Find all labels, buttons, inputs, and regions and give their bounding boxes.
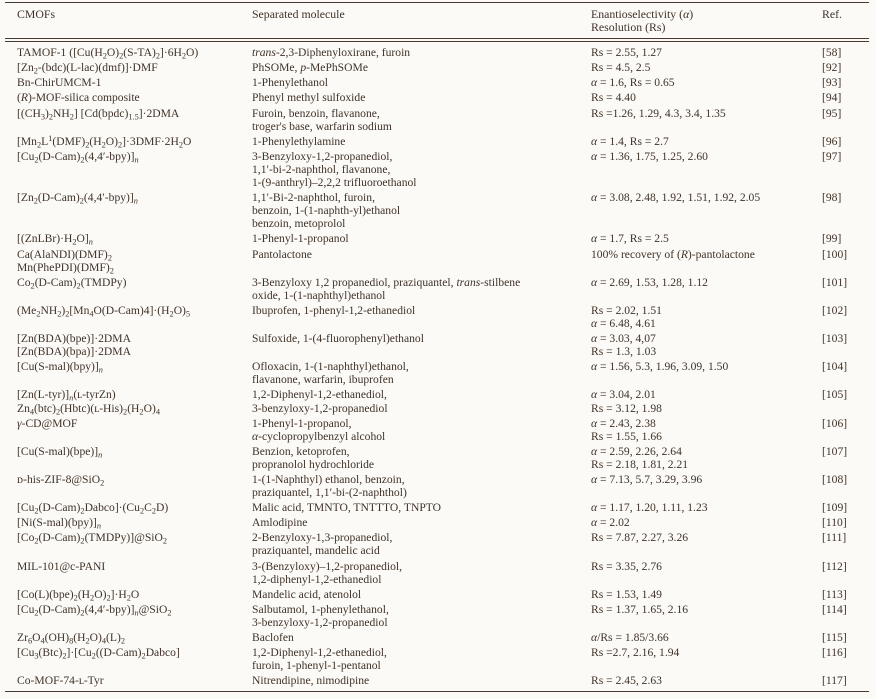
- value-cell: [591, 90, 822, 105]
- ref-cell: [94]: [822, 91, 842, 105]
- molecule-cell: [252, 673, 591, 692]
- value-cell: [591, 444, 822, 472]
- ref-cell: [114]: [822, 602, 847, 616]
- value-cell-line: Rs = 1.55, 1.66: [591, 429, 662, 443]
- molecule-cell-line: Malic acid, TMNTO, TNTTTO, TNPTO: [252, 501, 442, 515]
- value-cell: [591, 190, 822, 231]
- molecule-cell: [252, 416, 591, 444]
- molecule-cell: [252, 247, 591, 275]
- molecule-cell: [252, 331, 591, 359]
- ref-cell: [111]: [822, 531, 847, 545]
- value-cell-line: α = 1.4, Rs = 2.7: [591, 134, 669, 148]
- table-row: [5, 75, 869, 90]
- cmof-cell-line: ᴅ-his-ZIF-8@SiO$_2$: [17, 473, 105, 488]
- ref-cell: [100]: [822, 247, 848, 261]
- value-cell: [591, 303, 822, 331]
- molecule-cell-line: 1,1′-bi-2-naphthol, flavanone,: [252, 162, 391, 176]
- molecule-cell-line: Furoin, benzoin, flavanone,: [252, 106, 380, 120]
- header-enantioselectivity-line1: Enantioselectivity (α): [591, 7, 694, 21]
- cmof-cell-line: $Zr_6O_4(OH)_8(H_2O)_4(L)_2$: [17, 631, 126, 646]
- table-row: [5, 106, 869, 134]
- molecule-cell: [252, 587, 591, 602]
- value-cell-line: Rs = 1.3, 1.03: [591, 345, 657, 359]
- cmof-cell: [5, 602, 252, 630]
- molecule-cell-line: 1-Phenylethanol: [252, 76, 328, 90]
- value-cell: [591, 331, 822, 359]
- value-cell: [591, 387, 822, 415]
- ref-cell: [92]: [822, 61, 842, 75]
- molecule-cell: [252, 444, 591, 472]
- molecule-cell: [252, 500, 591, 515]
- cmof-cell: [5, 134, 252, 149]
- molecule-cell-line: 3-Benzyloxy 1,2 propanediol, praziquantel, trans-stilbene: [252, 275, 521, 289]
- molecule-cell-line: Pantolactone: [252, 247, 312, 261]
- value-cell: [591, 645, 822, 673]
- value-cell-line: Rs =2.7, 2.16, 1.94: [591, 646, 680, 660]
- table-row: [5, 587, 869, 602]
- ref-cell: [109]: [822, 501, 848, 515]
- value-cell-line: α = 3.04, 2.01: [591, 388, 656, 402]
- value-cell-line: α = 1.17, 1.20, 1.11, 1.23: [591, 501, 708, 515]
- table-body: [5, 40, 869, 692]
- cmof-cell-line: $[(CH_3)_2NH_2]$ $[Cd(bpdc)_{1.5}]\cdot 2DMA$: [17, 106, 180, 122]
- molecule-cell-line: 3-Benzyloxy-1,2-propanediol,: [252, 149, 393, 163]
- molecule-cell: [252, 530, 591, 558]
- ref-cell: [110]: [822, 516, 847, 530]
- table-row: [5, 630, 869, 645]
- molecule-cell: [252, 190, 591, 231]
- table-row: [5, 149, 869, 190]
- table-row: [5, 673, 869, 692]
- molecule-cell: [252, 106, 591, 134]
- value-cell: [591, 602, 822, 630]
- value-cell: [591, 149, 822, 190]
- value-cell: [591, 530, 822, 558]
- value-cell: [591, 515, 822, 530]
- table-row: [5, 500, 869, 515]
- header-enantioselectivity: [591, 3, 822, 41]
- molecule-cell-line: Ibuprofen, 1-phenyl-1,2-ethanediol: [252, 303, 416, 317]
- cmof-cell-line: $(Me_2NH_2)_2[Mn_4O(D-Cam)4]\cdot(H_2O)_5$: [17, 303, 191, 319]
- table-row: [5, 559, 869, 587]
- value-cell-line: Rs = 3.35, 2.76: [591, 559, 662, 573]
- table-row: [5, 387, 869, 415]
- value-cell: [591, 559, 822, 587]
- molecule-cell-line: Amlodipine: [252, 516, 308, 530]
- cmof-cell-line: MIL-101@c-PANI: [17, 559, 106, 573]
- ref-cell: [58]: [822, 46, 842, 60]
- value-cell-line: α = 7.13, 5.7, 3.29, 3.96: [591, 473, 703, 486]
- cmof-cell-line: $[Cu_2(D-Cam)_2Dabco]\cdot(Cu_2C_2D)$: [17, 501, 169, 516]
- value-cell-line: α = 6.48, 4.61: [591, 316, 656, 330]
- molecule-cell: [252, 602, 591, 630]
- ref-cell: [93]: [822, 76, 842, 90]
- value-cell: [591, 472, 822, 500]
- value-cell-line: 100% recovery of (R)-pantolactone: [591, 247, 755, 261]
- table-row: [5, 515, 869, 530]
- ref-cell: [102]: [822, 303, 848, 317]
- molecule-cell-line: oxide, 1-(1-naphthyl)ethanol: [252, 288, 386, 302]
- value-cell: [591, 247, 822, 275]
- molecule-cell-line: propranolol hydrochloride: [252, 457, 375, 471]
- value-cell-line: α = 1.36, 1.75, 1.25, 2.60: [591, 149, 708, 163]
- ref-cell: [97]: [822, 149, 842, 163]
- cmof-cell-line: $[Cu_2(D-Cam)_2(4,4'-bpy)]_n@SiO_2$: [17, 602, 172, 618]
- cmof-cell: [5, 231, 252, 246]
- value-cell-line: Rs = 1.37, 1.65, 2.16: [591, 602, 689, 616]
- molecule-cell-line: 1,1′-Bi-2-naphthol, furoin,: [252, 191, 375, 205]
- ref-cell: [101]: [822, 275, 848, 289]
- ref-cell: [103]: [822, 332, 848, 346]
- value-cell: [591, 60, 822, 75]
- ref-cell: [113]: [822, 587, 847, 601]
- ref-cell: [99]: [822, 232, 842, 246]
- molecule-cell-line: Baclofen: [252, 631, 294, 645]
- cmof-cell-line: $Co_2(D-Cam)_2(TMDPy)$: [17, 275, 127, 291]
- value-cell-line: Rs = 1.53, 1.49: [591, 587, 662, 601]
- table-row: [5, 247, 869, 275]
- molecule-cell: [252, 75, 591, 90]
- value-cell: [591, 75, 822, 90]
- ref-cell: [96]: [822, 134, 842, 148]
- cmof-cell: [5, 247, 252, 275]
- molecule-cell: [252, 645, 591, 673]
- cmof-cell: [5, 472, 252, 500]
- cmof-cell-line: $[Co_2(D-Cam)_2(TMDPy)]@SiO_2$: [17, 531, 168, 546]
- cmof-cell-line: γ-CD@MOF: [17, 416, 78, 430]
- cmof-cell: [5, 587, 252, 602]
- value-cell: [591, 630, 822, 645]
- value-cell: [591, 673, 822, 692]
- header-cmofs: CMOFs: [5, 3, 252, 41]
- cmof-cell-line: $[(ZnLBr)\cdot H_2O]_n$: [17, 232, 93, 247]
- molecule-cell-line: 1,2-diphenyl-1,2-ethanediol: [252, 572, 382, 586]
- value-cell-line: Rs =1.26, 1.29, 4.3, 3.4, 1.35: [591, 106, 726, 120]
- cmof-cell-line: $[Zn_2-(bdc)(L-lac)(dmf)]\cdot DMF$: [17, 61, 158, 76]
- molecule-cell-line: praziquantel, mandelic acid: [252, 544, 380, 558]
- ref-cell: [98]: [822, 191, 842, 205]
- value-cell-line: Rs = 2.02, 1.51: [591, 303, 662, 317]
- cmof-cell: [5, 331, 252, 359]
- molecule-cell-line: 1,2-Diphenyl-1,2-ethanediol,: [252, 388, 387, 402]
- table-header-row: [5, 3, 869, 41]
- molecule-cell-line: Ofloxacin, 1-(1-naphthyl)ethanol,: [252, 360, 409, 374]
- molecule-cell-line: 2-Benzyloxy-1,3-propanediol,: [252, 531, 393, 545]
- cmof-cell: [5, 645, 252, 673]
- cmof-cell: [5, 630, 252, 645]
- table-row: [5, 190, 869, 231]
- molecule-cell-line: 3-benzyloxy-1,2-propanediol: [252, 401, 388, 415]
- molecule-cell-line: Salbutamol, 1-phenylethanol,: [252, 602, 389, 616]
- ref-cell: [112]: [822, 559, 847, 573]
- cmof-cell-line: TAMOF-1 $([Cu(H_2O)_2(S-TA)_2]\cdot 6H_2O)$: [17, 46, 199, 61]
- ref-cell: [108]: [822, 473, 848, 486]
- cmof-cell-line: $[Cu(S-mal)(bpe)]_n$: [17, 444, 103, 460]
- cmof-cell-line: $Zn_4(btc)_2(Hbtc)(ʟ-His)_2(H_2O)_4$: [17, 401, 160, 417]
- cmof-cell: [5, 75, 252, 90]
- cmof-cell-line: $[Ni(S-mal)(bpy)]_n$: [17, 516, 101, 531]
- molecule-cell-line: 1-Phenyl-1-propanol: [252, 232, 349, 246]
- table-row: [5, 359, 869, 387]
- molecule-cell-line: 1,2-Diphenyl-1,2-ethanediol,: [252, 646, 387, 660]
- molecule-cell-line: Sulfoxide, 1-(4-fluorophenyl)ethanol: [252, 332, 424, 346]
- cmof-cell: [5, 673, 252, 692]
- value-cell-line: Rs = 4.40: [591, 91, 636, 105]
- molecule-cell-line: 3-(Benzyloxy)–1,2-propanediol,: [252, 559, 403, 573]
- cmof-cell: [5, 359, 252, 387]
- ref-cell: [116]: [822, 646, 847, 660]
- cmof-cell: [5, 275, 252, 303]
- ref-cell: [106]: [822, 416, 848, 430]
- molecule-cell: [252, 90, 591, 105]
- cmof-cell: [5, 40, 252, 60]
- cmof-cell-line: Bn-ChirUMCM-1: [17, 76, 102, 90]
- value-cell-line: Rs = 4.5, 2.5: [591, 61, 651, 75]
- table-row: [5, 645, 869, 673]
- cmof-cell-line: $[Mn_2L^1(DMF)_2(H_2O)_2]\cdot 3DMF\cdot 2H_2O$: [17, 133, 192, 150]
- value-cell-line: Rs = 2.55, 1.27: [591, 46, 662, 60]
- molecule-cell-line: troger's base, warfarin sodium: [252, 119, 392, 133]
- value-cell-line: α = 2.02: [591, 516, 630, 530]
- molecule-cell: [252, 149, 591, 190]
- molecule-cell-line: Mandelic acid, atenolol: [252, 587, 362, 601]
- value-cell-line: α/Rs = 1.85/3.66: [591, 631, 669, 645]
- cmof-cell: [5, 559, 252, 587]
- cmof-cell-line: [Zn(BDA)(bpe)]·2DMA: [17, 332, 131, 346]
- cmof-cell-line: $Ca(AlaNDI)(DMF)_2$: [17, 247, 112, 262]
- molecule-cell: [252, 559, 591, 587]
- value-cell-line: α = 1.6, Rs = 0.65: [591, 76, 675, 90]
- molecule-cell-line: 1-Phenyl-1-propanol,: [252, 416, 352, 430]
- header-separated-molecule: Separated molecule: [252, 3, 591, 41]
- molecule-cell: [252, 359, 591, 387]
- cmof-cell-line: (R)-MOF-silica composite: [17, 91, 140, 105]
- value-cell-line: Rs = 2.45, 2.63: [591, 674, 662, 688]
- cmof-cell-line: $[Zn(L-tyr)]_n(ʟ-tyrZn)$: [17, 388, 116, 403]
- molecule-cell: [252, 515, 591, 530]
- cmof-cell-line: $[Cu(S-mal)(bpy)]_n$: [17, 360, 103, 375]
- cmof-cell: [5, 106, 252, 134]
- table-row: [5, 303, 869, 331]
- molecule-cell-line: praziquantel, 1,1′-bi-(2-naphthol): [252, 486, 407, 500]
- molecule-cell-line: Nitrendipine, nimodipine: [252, 674, 370, 688]
- ref-cell: [117]: [822, 673, 869, 692]
- header-enantioselectivity-line2: Resolution (Rs): [591, 20, 666, 35]
- value-cell-line: α = 2.69, 1.53, 1.28, 1.12: [591, 275, 708, 289]
- molecule-cell-line: flavanone, warfarin, ibuprofen: [252, 373, 394, 387]
- table-row: [5, 134, 869, 149]
- cmof-cell-line: $[Cu_2(D-Cam)_2(4,4'-bpy)]_n$: [17, 149, 139, 165]
- value-cell-line: α = 2.59, 2.26, 2.64: [591, 444, 682, 458]
- molecule-cell-line: benzoin, 1-(1-naphth-yl)ethanol: [252, 204, 401, 218]
- cmof-cell-line: $[Zn_2(D-Cam)_2(4,4'-bpy)]_n$: [17, 191, 138, 206]
- cmof-cell: [5, 303, 252, 331]
- ref-cell: [115]: [822, 631, 847, 645]
- table-row: [5, 530, 869, 558]
- value-cell: [591, 134, 822, 149]
- table-row: [5, 40, 869, 60]
- value-cell: [591, 359, 822, 387]
- molecule-cell-line: PhSOMe, p-MePhSOMe: [252, 61, 368, 75]
- table-row: [5, 472, 869, 500]
- molecule-cell: [252, 472, 591, 500]
- value-cell: [591, 416, 822, 444]
- value-cell: [591, 106, 822, 134]
- value-cell-line: α = 1.56, 5.3, 1.96, 3.09, 1.50: [591, 360, 729, 374]
- cmof-cell: [5, 387, 252, 415]
- value-cell-line: Rs = 2.18, 1.81, 2.21: [591, 457, 689, 471]
- cmof-cell: [5, 416, 252, 444]
- cmof-cell: [5, 90, 252, 105]
- value-cell-line: Rs = 7.87, 2.27, 3.26: [591, 531, 689, 545]
- molecule-cell: [252, 231, 591, 246]
- molecule-cell-line: trans-2,3-Diphenyloxirane, furoin: [252, 46, 411, 60]
- table-row: [5, 444, 869, 472]
- cmof-cell-line: $[Co(L)(bpe)_2(H_2O)_2]\cdot H_2O$: [17, 587, 140, 603]
- value-cell-line: α = 1.7, Rs = 2.5: [591, 232, 669, 246]
- value-cell: [591, 500, 822, 515]
- molecule-cell-line: 1-(9-anthryl)–2,2,2 trifluoroethanol: [252, 176, 417, 190]
- cmof-cell: [5, 530, 252, 558]
- table-row: [5, 275, 869, 303]
- paper-table-region: [5, 2, 869, 692]
- molecule-cell: [252, 275, 591, 303]
- value-cell-line: α = 3.08, 2.48, 1.92, 1.51, 1.92, 2.05: [591, 191, 761, 205]
- table-row: [5, 416, 869, 444]
- molecule-cell: [252, 303, 591, 331]
- molecule-cell-line: 1-(1-Naphthyl) ethanol, benzoin,: [252, 473, 405, 486]
- cmofs-table: [5, 2, 869, 692]
- cmof-cell: [5, 500, 252, 515]
- value-cell: [591, 587, 822, 602]
- ref-cell: [95]: [822, 106, 842, 120]
- molecule-cell-line: Phenyl methyl sulfoxide: [252, 91, 366, 105]
- molecule-cell: [252, 387, 591, 415]
- value-cell: [591, 231, 822, 246]
- molecule-cell: [252, 134, 591, 149]
- cmof-cell: [5, 190, 252, 231]
- molecule-cell-line: furoin, 1-phenyl-1-pentanol: [252, 659, 381, 673]
- molecule-cell: [252, 40, 591, 60]
- header-ref: Ref.: [822, 3, 869, 41]
- molecule-cell-line: α-cyclopropylbenzyl alcohol: [252, 429, 386, 443]
- molecule-cell: [252, 630, 591, 645]
- value-cell-line: α = 2.43, 2.38: [591, 416, 656, 430]
- cmof-cell: [5, 444, 252, 472]
- value-cell-line: Rs = 3.12, 1.98: [591, 401, 662, 415]
- value-cell: [591, 275, 822, 303]
- cmof-cell-line: $Mn(PhePDI)(DMF)_2$: [17, 260, 114, 276]
- value-cell: [591, 40, 822, 60]
- cmof-cell-line: Co-MOF-74-ʟ-Tyr: [17, 674, 104, 688]
- cmof-cell-line: [Zn(BDA)(bpa)]·2DMA: [17, 345, 131, 359]
- cmof-cell: [5, 515, 252, 530]
- table-row: [5, 602, 869, 630]
- molecule-cell-line: 1-Phenylethylamine: [252, 134, 346, 148]
- molecule-cell: [252, 60, 591, 75]
- table-row: [5, 231, 869, 246]
- table-row: [5, 90, 869, 105]
- value-cell-line: α = 3.03, 4,07: [591, 332, 656, 346]
- cmof-cell: [5, 149, 252, 190]
- table-row: [5, 60, 869, 75]
- ref-cell: [105]: [822, 388, 848, 402]
- cmof-cell-line: $[Cu_3(Btc)_2]\cdot[Cu_2((D-Cam)_2Dabco]$: [17, 646, 180, 661]
- table-row: [5, 331, 869, 359]
- ref-cell: [107]: [822, 444, 848, 458]
- cmof-cell: [5, 60, 252, 75]
- molecule-cell-line: benzoin, metoprolol: [252, 217, 346, 231]
- molecule-cell-line: 3-benzyloxy-1,2-propanediol: [252, 615, 388, 629]
- ref-cell: [104]: [822, 360, 848, 374]
- molecule-cell-line: Benzion, ketoprofen,: [252, 444, 350, 458]
